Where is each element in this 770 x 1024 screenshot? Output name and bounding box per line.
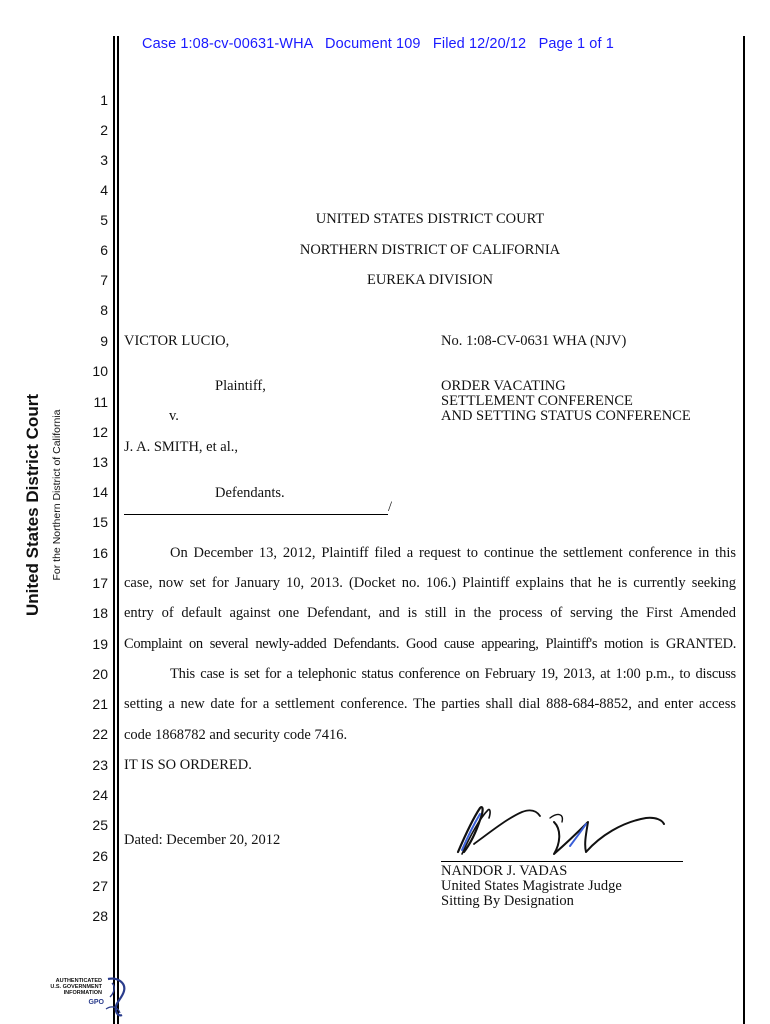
line-number: 16 [92, 545, 108, 561]
case-header: Case 1:08-cv-00631-WHA Document 109 Filed 12/20/12 Page 1 of 1 [142, 36, 614, 52]
line-number: 17 [92, 575, 108, 591]
gpo-seal-name: GPO [88, 999, 104, 1006]
order-title-line2: SETTLEMENT CONFERENCE [441, 393, 633, 409]
line-number: 5 [100, 212, 108, 228]
judge-signature [450, 800, 675, 860]
court-name: UNITED STATES DISTRICT COURT [315, 211, 545, 227]
order-title-line3: AND SETTING STATUS CONFERENCE [441, 408, 691, 424]
right-margin-rule [743, 36, 745, 1024]
plaintiff-name: VICTOR LUCIO, [124, 333, 230, 349]
left-margin-rule-inner [117, 36, 119, 1024]
paragraph-2-line-1: This case is set for a telephonic status conference on February 19, 2013, at 1:00 p.m., to discuss [170, 666, 736, 682]
line-number: 23 [92, 757, 108, 773]
line-number: 13 [92, 454, 108, 470]
line-number: 12 [92, 424, 108, 440]
paragraph-1-line-2: case, now set for January 10, 2013. (Docket no. 106.) Plaintiff explains that he is currently seeking [124, 575, 736, 591]
line-number: 3 [100, 152, 108, 168]
line-number: 20 [92, 666, 108, 682]
court-district: NORTHERN DISTRICT OF CALIFORNIA [299, 242, 561, 258]
case-number: No. 1:08-CV-0631 WHA (NJV) [441, 333, 627, 349]
line-number: 26 [92, 848, 108, 864]
versus: v. [169, 408, 179, 424]
line-number: 6 [100, 242, 108, 258]
defendant-role: Defendants. [215, 485, 285, 501]
side-court-label: United States District Court [23, 394, 42, 616]
line-number: 8 [100, 302, 108, 318]
left-margin-rule-outer [113, 36, 115, 1024]
line-number: 11 [93, 394, 108, 410]
line-number: 10 [92, 363, 108, 379]
caption-underline [124, 514, 388, 515]
judge-name: NANDOR J. VADAS [441, 863, 568, 879]
line-number: 25 [92, 817, 108, 833]
line-number: 1 [100, 92, 108, 108]
side-district-label: For the Northern District of California [51, 409, 63, 581]
signature-line [441, 861, 683, 862]
line-number: 24 [92, 787, 108, 803]
line-number: 21 [92, 696, 108, 712]
paragraph-2-line-3: code 1868782 and security code 7416. [124, 727, 348, 743]
defendant-name: J. A. SMITH, et al., [124, 439, 238, 455]
plaintiff-role: Plaintiff, [215, 378, 266, 394]
paragraph-1-line-1: On December 13, 2012, Plaintiff filed a request to continue the settlement conference in this [170, 545, 736, 561]
dated-line: Dated: December 20, 2012 [124, 832, 281, 848]
so-ordered: IT IS SO ORDERED. [124, 757, 252, 773]
judge-designation: Sitting By Designation [441, 893, 574, 909]
line-number: 18 [92, 605, 108, 621]
line-number: 4 [100, 182, 108, 198]
line-number: 2 [100, 122, 108, 138]
eagle-icon [102, 975, 130, 1017]
paragraph-1-line-4: Complaint on several newly-added Defendants. Good cause appearing, Plaintiff's motion is GRANTED. [124, 636, 736, 652]
line-number: 28 [92, 908, 108, 924]
paragraph-1-line-3: entry of default against one Defendant, and is still in the process of serving the First Amended [124, 605, 736, 621]
order-title-line1: ORDER VACATING [441, 378, 566, 394]
line-number: 7 [100, 272, 108, 288]
line-number: 9 [100, 333, 108, 349]
line-number: 27 [92, 878, 108, 894]
gpo-authentication-seal [40, 975, 132, 1019]
line-number: 15 [92, 514, 108, 530]
line-number: 14 [92, 484, 108, 500]
caption-slash: / [388, 499, 393, 515]
line-number: 22 [92, 726, 108, 742]
judge-title: United States Magistrate Judge [441, 878, 622, 894]
court-division: EUREKA DIVISION [366, 272, 494, 288]
paragraph-2-line-2: setting a new date for a settlement conference. The parties shall dial 888-684-8852, and enter access [124, 696, 736, 712]
gpo-seal-text: AUTHENTICATED U.S. GOVERNMENT INFORMATION [50, 978, 102, 996]
line-number: 19 [92, 636, 108, 652]
